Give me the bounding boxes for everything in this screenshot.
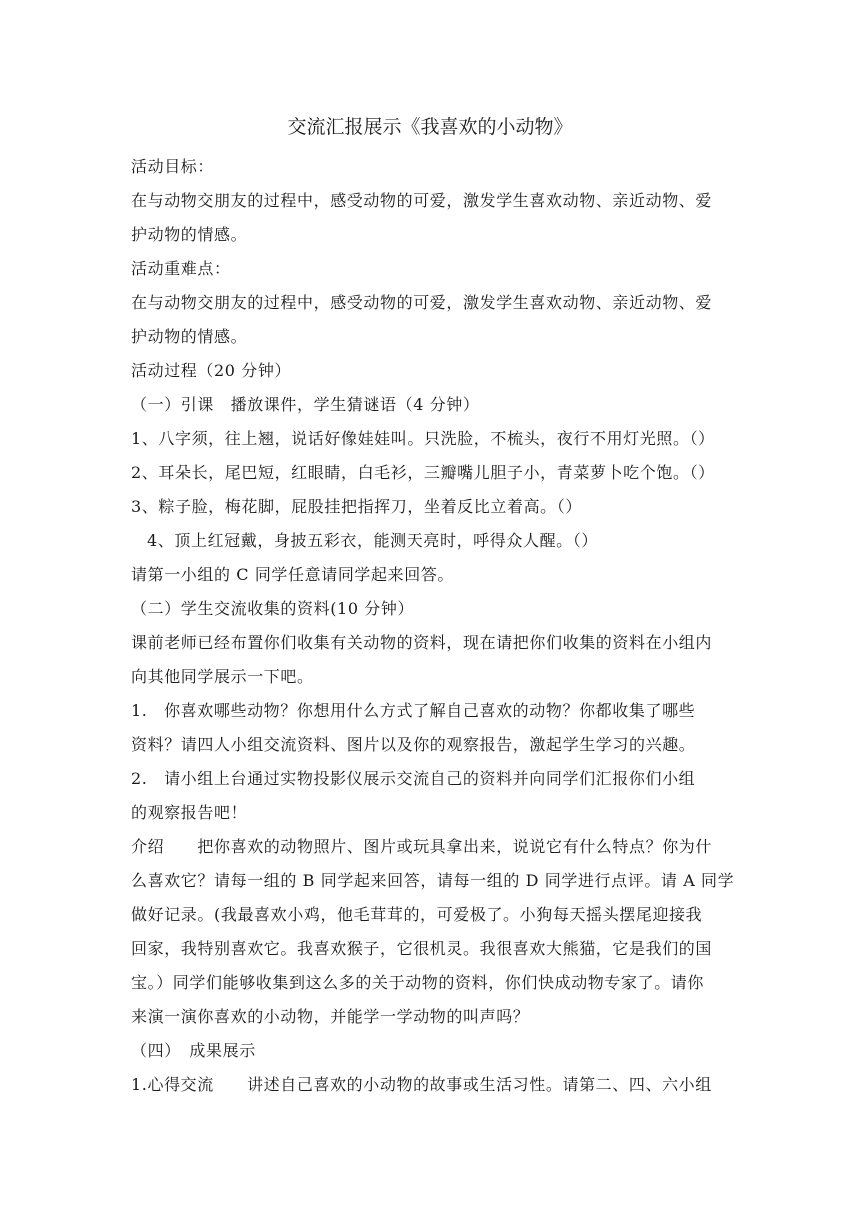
text-line: 活动目标：: [131, 157, 215, 176]
text-line: 护动物的情感。: [131, 327, 248, 346]
text-line: 资料？请四人小组交流资料、图片以及你的观察报告，激起学生学习的兴趣。: [131, 735, 696, 754]
text-line: 1. 你喜欢哪些动物？你想用什么方式了解自己喜欢的动物？你都收集了哪些: [131, 701, 696, 720]
text-line: 护动物的情感。: [131, 225, 248, 244]
text-line: 介绍 把你喜欢的动物照片、图片或玩具拿出来，说说它有什么特点？你为什: [131, 837, 713, 856]
text-line: 么喜欢它？请每一组的 B 同学起来回答，请每一组的 D 同学进行点评。请 A 同学: [131, 871, 735, 890]
text-line: 在与动物交朋友的过程中，感受动物的可爱，激发学生喜欢动物、亲近动物、爱: [131, 293, 713, 312]
text-line: 课前老师已经布置你们收集有关动物的资料，现在请把你们收集的资料在小组内: [131, 633, 713, 652]
text-line: 活动重难点：: [131, 259, 231, 278]
text-line: 1、八字须，往上翘，说话好像娃娃叫。只洗脸，不梳头，夜行不用灯光照。（）: [131, 429, 715, 448]
text-line: 回家，我特别喜欢它。我喜欢猴子，它很机灵。我很喜欢大熊猫，它是我们的国: [131, 939, 713, 958]
document-body: [131, 150, 736, 1102]
text-line: 2、耳朵长，尾巴短，红眼睛，白毛衫，三瓣嘴儿胆子小，青菜萝卜吃个饱。（）: [131, 463, 715, 482]
text-line: 2. 请小组上台通过实物投影仪展示交流自己的资料并向同学们汇报你们小组: [131, 769, 696, 788]
text-line: 向其他同学展示一下吧。: [131, 667, 314, 686]
text-line: 4、顶上红冠戴，身披五彩衣，能测天亮时，呼得众人醒。（）: [147, 531, 598, 550]
text-line: 来演一演你喜欢的小动物，并能学一学动物的叫声吗？: [131, 1007, 530, 1026]
text-line: 在与动物交朋友的过程中，感受动物的可爱，激发学生喜欢动物、亲近动物、爱: [131, 191, 713, 210]
text-line: 请第一小组的 C 同学任意请同学起来回答。: [131, 565, 455, 584]
text-line: 宝。）同学们能够收集到这么多的关于动物的资料，你们快成动物专家了。请你: [131, 973, 705, 992]
document-title: 交流汇报展示《我喜欢的小动物》: [287, 116, 573, 138]
text-line: 1.心得交流 讲述自己喜欢的小动物的故事或生活习性。请第二、四、六小组: [131, 1075, 712, 1094]
text-line: 活动过程（20 分钟）: [131, 361, 292, 380]
text-line: （二）学生交流收集的资料(10 分钟）: [131, 599, 415, 618]
text-line: 做好记录。(我最喜欢小鸡，他毛茸茸的，可爱极了。小狗每天摇头摆尾迎接我: [131, 905, 703, 924]
text-line: 3、粽子脸，梅花脚，屁股挂把指挥刀，坐着反比立着高。（）: [131, 497, 582, 516]
text-line: （一）引课 播放课件，学生猜谜语（4 分钟）: [131, 395, 480, 414]
text-line: 的观察报告吧！: [131, 803, 248, 822]
text-line: （四） 成果展示: [131, 1041, 256, 1060]
